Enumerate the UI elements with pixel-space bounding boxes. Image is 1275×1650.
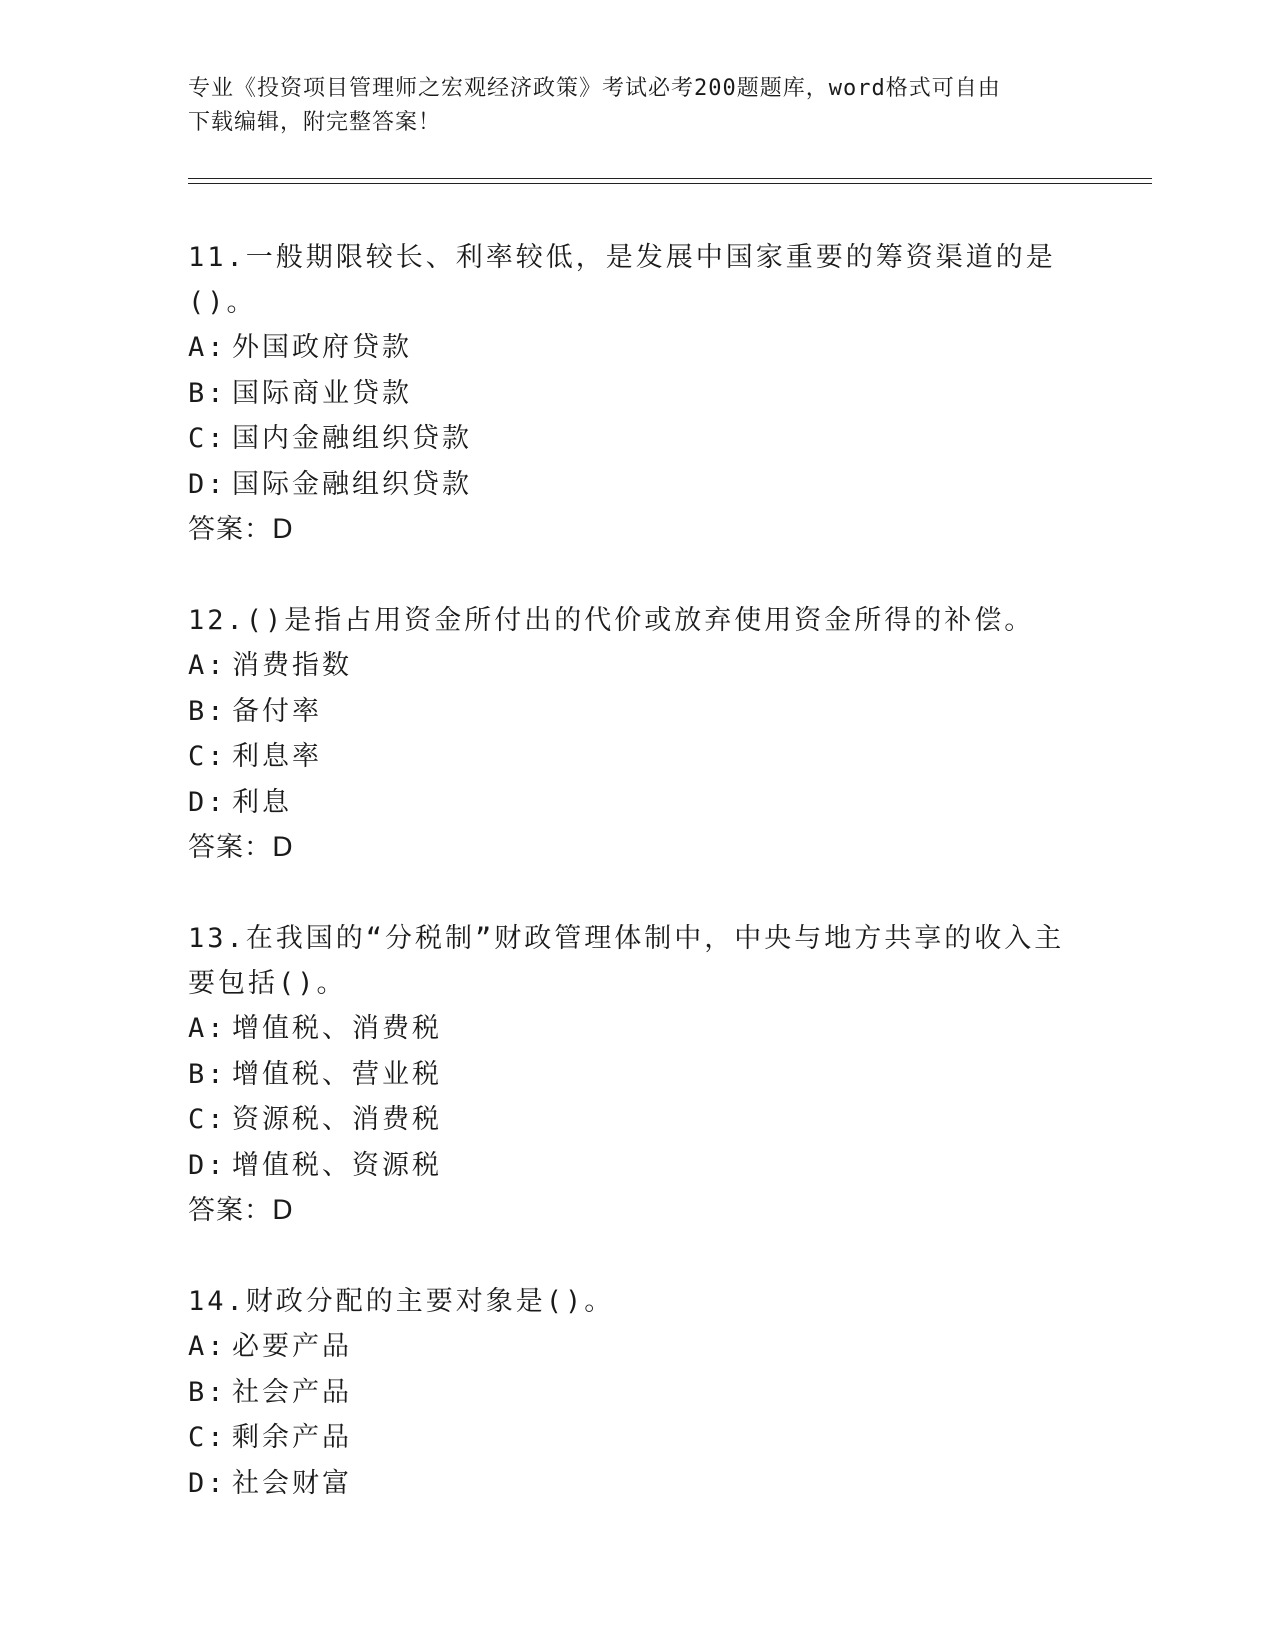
answer-line: 答案：D [188, 514, 294, 545]
option-text: 消费指数 [232, 650, 352, 681]
option-d [188, 1143, 1088, 1189]
option-letter: B: [188, 1058, 227, 1090]
option-text: 备付率 [232, 695, 322, 727]
option-text: 必要产品 [232, 1331, 352, 1362]
option-d [188, 1461, 1088, 1507]
option-text: 国际商业贷款 [232, 377, 412, 409]
option-text: 利息率 [232, 741, 322, 772]
option-text: 增值税、营业税 [232, 1058, 442, 1090]
option-letter: B: [188, 695, 227, 727]
option-text: 社会产品 [232, 1376, 352, 1408]
option-letter: C: [188, 1422, 227, 1453]
option-c [188, 734, 1088, 780]
option-letter: B: [188, 377, 227, 409]
option-a [188, 643, 1088, 689]
answer-line: 答案：D [188, 1195, 294, 1226]
question-text: 13.在我国的“分税制”财政管理体制中，中央与地方共享的收入主要包括()。 [188, 923, 1065, 999]
option-a [188, 1324, 1088, 1370]
answer-line: 答案：D [188, 832, 294, 863]
option-letter: B: [188, 1376, 227, 1408]
option-letter: A: [188, 332, 227, 363]
option-a [188, 1006, 1088, 1052]
option-letter: A: [188, 1331, 227, 1362]
option-letter: D: [188, 1467, 227, 1499]
option-text: 资源税、消费税 [232, 1104, 442, 1135]
question-13 [188, 916, 1088, 1233]
question-12 [188, 598, 1088, 870]
option-c [188, 1097, 1088, 1143]
option-text: 增值税、消费税 [232, 1013, 442, 1044]
option-c [188, 416, 1088, 462]
document-header [188, 72, 1068, 140]
option-text: 社会财富 [232, 1467, 352, 1499]
question-list [188, 235, 1088, 1552]
header-divider-top [188, 178, 1152, 179]
option-letter: C: [188, 423, 227, 454]
option-a [188, 325, 1088, 371]
option-c [188, 1415, 1088, 1461]
option-b [188, 371, 1088, 417]
option-letter: A: [188, 650, 227, 681]
option-d [188, 462, 1088, 508]
option-text: 增值税、资源税 [232, 1149, 442, 1181]
option-letter: D: [188, 1149, 227, 1181]
option-letter: C: [188, 1104, 227, 1135]
option-b [188, 1052, 1088, 1098]
option-text: 国际金融组织贷款 [232, 468, 472, 500]
option-d [188, 780, 1088, 826]
option-text: 国内金融组织贷款 [232, 423, 472, 454]
option-letter: C: [188, 741, 227, 772]
option-letter: D: [188, 468, 227, 500]
header-line-1: 专业《投资项目管理师之宏观经济政策》考试必考200题题库，word格式可自由 [188, 76, 1001, 101]
question-text: 12.()是指占用资金所付出的代价或放弃使用资金所得的补偿。 [188, 605, 1035, 636]
question-text: 14.财政分配的主要对象是()。 [188, 1286, 615, 1317]
question-11 [188, 235, 1088, 552]
header-line-2: 下载编辑，附完整答案！ [188, 110, 442, 135]
question-text: 11.一般期限较长、利率较低，是发展中国家重要的筹资渠道的是()。 [188, 242, 1056, 318]
option-b [188, 689, 1088, 735]
option-text: 利息 [232, 786, 292, 818]
question-14 [188, 1279, 1088, 1506]
option-letter: A: [188, 1013, 227, 1044]
option-text: 剩余产品 [232, 1422, 352, 1453]
option-letter: D: [188, 786, 227, 818]
option-text: 外国政府贷款 [232, 332, 412, 363]
header-divider-bottom [188, 183, 1152, 184]
option-b [188, 1370, 1088, 1416]
